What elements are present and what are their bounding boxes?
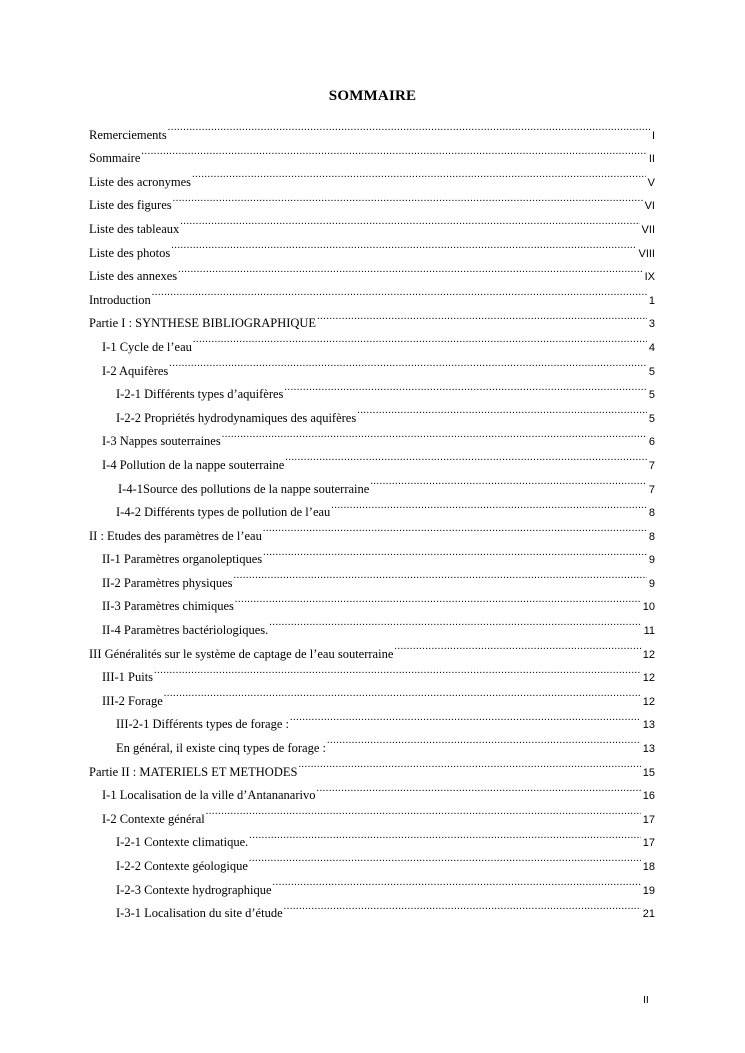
- toc-dot-leader: [192, 327, 647, 351]
- toc-dot-leader: [205, 799, 641, 823]
- toc-entry-label: Liste des annexes: [89, 269, 178, 284]
- toc-entry-label: Introduction: [89, 292, 151, 307]
- toc-entry-label: I-2-2 Propriétés hydrodynamiques des aquifères: [116, 410, 357, 425]
- toc-dot-leader: [297, 752, 640, 776]
- toc-entry-label: En général, il existe cinq types de forage :: [116, 741, 326, 756]
- toc-entry-page: 3: [648, 318, 655, 331]
- toc-entry-page: 21: [642, 908, 655, 921]
- toc-entry-label: I-1 Cycle de l’eau: [102, 339, 192, 354]
- toc-entry-label: II-2 Paramètres physiques: [102, 575, 233, 590]
- toc-entry-page: 19: [642, 884, 655, 897]
- toc-entry-page: 1: [648, 294, 655, 307]
- toc-entry[interactable]: [89, 681, 655, 708]
- toc-entry-page: I: [651, 129, 655, 142]
- toc-entry-label: I-4-2 Différents types de pollution de l’eau: [116, 505, 331, 520]
- toc-entry[interactable]: [89, 162, 655, 189]
- toc-entry-page: 17: [642, 813, 655, 826]
- toc-entry-label: Liste des acronymes: [89, 174, 192, 189]
- toc-entry-label: II-1 Paramètres organoleptiques: [102, 552, 263, 567]
- toc-dot-leader: [262, 540, 647, 564]
- toc-entry-page: 7: [648, 483, 655, 496]
- toc-entry-label: III-2-1 Différents types de forage :: [116, 717, 289, 732]
- toc-dot-leader: [168, 351, 647, 375]
- toc-entry-page: IX: [644, 271, 655, 284]
- toc-entry-page: 11: [643, 625, 655, 638]
- footer-page-number: II: [643, 994, 649, 1006]
- toc-entry-page: 13: [642, 743, 655, 756]
- toc-dot-leader: [283, 894, 641, 918]
- toc-dot-leader: [262, 516, 647, 540]
- toc-entry-label: Liste des figures: [89, 198, 172, 213]
- toc-entry-label: I-2-1 Contexte climatique.: [116, 835, 249, 850]
- toc-dot-leader: [315, 776, 640, 800]
- toc-entry-label: II-4 Paramètres bactériologiques.: [102, 623, 269, 638]
- toc-dot-leader: [272, 870, 641, 894]
- toc-entry-label: Sommaire: [89, 151, 141, 166]
- toc-entry-page: 5: [648, 365, 655, 378]
- toc-entry[interactable]: [89, 209, 655, 236]
- toc-entry[interactable]: [89, 139, 655, 166]
- toc-entry-label: I-2-1 Différents types d’aquifères: [116, 387, 284, 402]
- toc-entry-label: Liste des tableaux: [89, 221, 180, 236]
- toc-entry-page: 12: [642, 695, 655, 708]
- toc-entry[interactable]: [89, 304, 655, 331]
- toc-entry[interactable]: [89, 351, 655, 378]
- toc-entry[interactable]: [89, 658, 655, 685]
- toc-dot-leader: [393, 634, 640, 658]
- toc-entry-page: 6: [648, 436, 655, 449]
- toc-dot-leader: [330, 493, 647, 517]
- toc-entry-label: I-2-3 Contexte hydrographique: [116, 882, 272, 897]
- toc-entry-page: 15: [642, 766, 655, 779]
- toc-entry[interactable]: [89, 705, 655, 732]
- toc-dot-leader: [221, 422, 647, 446]
- toc-dot-leader: [284, 445, 647, 469]
- toc-entry-label: II : Etudes des paramètres de l’eau: [89, 528, 262, 543]
- toc-dot-leader: [248, 823, 640, 847]
- toc-entry-page: II: [648, 153, 655, 166]
- toc-entry[interactable]: [89, 257, 655, 284]
- toc-dot-leader: [170, 233, 636, 257]
- toc-entry-label: I-2 Aquifères: [102, 363, 169, 378]
- toc-entry-page: 12: [642, 648, 655, 661]
- toc-entry-page: 5: [648, 389, 655, 402]
- toc-entry-page: 9: [648, 577, 655, 590]
- toc-dot-leader: [248, 846, 641, 870]
- toc-dot-leader: [326, 728, 641, 752]
- toc-dot-leader: [179, 209, 639, 233]
- toc-entry[interactable]: [89, 186, 655, 213]
- toc-entry[interactable]: [89, 233, 655, 260]
- toc-dot-leader: [151, 280, 647, 304]
- toc-entry-label: Partie II : MATERIELS ET METHODES: [89, 764, 298, 779]
- table-of-contents: [89, 115, 655, 921]
- toc-entry-label: Partie I : SYNTHESE BIBLIOGRAPHIQUE: [89, 316, 317, 331]
- toc-entry-page: 12: [642, 672, 655, 685]
- toc-entry-page: V: [647, 176, 655, 189]
- toc-dot-leader: [167, 115, 650, 139]
- toc-dot-leader: [316, 304, 647, 328]
- toc-entry-page: 13: [642, 719, 655, 732]
- toc-entry-page: 8: [648, 507, 655, 520]
- toc-entry-label: Liste des photos: [89, 245, 171, 260]
- toc-entry-page: 8: [648, 530, 655, 543]
- toc-entry-label: I-2-2 Contexte géologique: [116, 859, 248, 873]
- toc-dot-leader: [289, 705, 641, 729]
- toc-entry-page: 17: [642, 837, 655, 850]
- toc-dot-leader: [153, 658, 641, 682]
- toc-dot-leader: [369, 469, 647, 493]
- toc-dot-leader: [283, 375, 646, 399]
- toc-dot-leader: [191, 162, 646, 186]
- toc-entry-label: III-2 Forage: [102, 693, 163, 708]
- toc-entry-page: 4: [648, 341, 655, 354]
- toc-entry-label: II-3 Paramètres chimiques: [102, 599, 234, 614]
- toc-entry-label: Remerciements: [89, 127, 167, 142]
- toc-dot-leader: [140, 139, 646, 163]
- toc-dot-leader: [234, 587, 641, 611]
- toc-dot-leader: [233, 563, 647, 587]
- toc-entry[interactable]: [89, 115, 655, 142]
- toc-entry-label: I-4 Pollution de la nappe souterraine: [102, 457, 285, 472]
- toc-dot-leader: [356, 398, 647, 422]
- toc-entry-label: I-3-1 Localisation du site d’étude: [116, 906, 283, 921]
- page-title: SOMMAIRE: [328, 88, 417, 104]
- toc-entry-page: VI: [644, 200, 655, 213]
- toc-entry[interactable]: [89, 280, 655, 307]
- toc-entry-page: 7: [648, 459, 655, 472]
- toc-dot-leader: [268, 610, 641, 634]
- toc-entry-page: 16: [642, 790, 655, 803]
- toc-entry-page: 18: [642, 861, 655, 873]
- toc-dot-leader: [172, 186, 643, 210]
- toc-entry-page: VII: [641, 223, 655, 236]
- toc-dot-leader: [163, 681, 641, 705]
- toc-entry-label: I-2 Contexte général: [102, 811, 205, 826]
- toc-entry-label: III Généralités sur le système de captage de l’eau souterraine: [89, 646, 394, 661]
- toc-entry-page: 10: [642, 601, 655, 614]
- toc-entry-label: I-1 Localisation de la ville d’Antananarivo: [102, 788, 316, 803]
- toc-entry-page: 5: [648, 412, 655, 425]
- toc-entry-label: I-3 Nappes souterraines: [102, 434, 221, 449]
- toc-entry-page: VIII: [638, 247, 655, 260]
- toc-entry-label: III-1 Puits: [102, 670, 154, 685]
- toc-entry-page: 9: [648, 554, 655, 567]
- toc-entry-label: I-4-1Source des pollutions de la nappe souterraine: [118, 481, 370, 496]
- toc-entry[interactable]: [89, 375, 655, 402]
- toc-dot-leader: [177, 257, 642, 281]
